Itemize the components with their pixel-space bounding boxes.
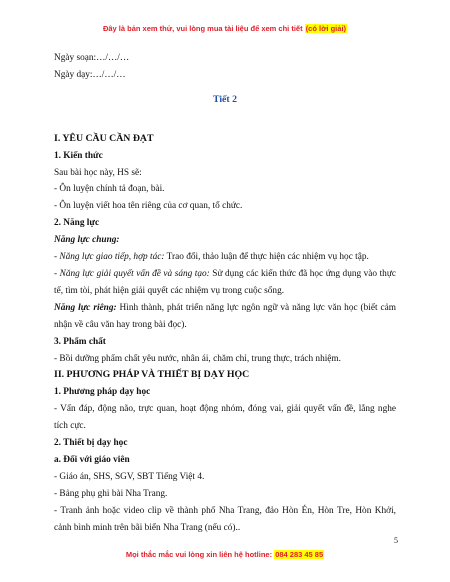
teacher-heading: a. Đối với giáo viên <box>54 454 130 465</box>
problem-solving-label: - Năng lực giải quyết vấn đề và sáng tạo: <box>54 268 210 279</box>
specific-text: Hình thành, phát triển năng lực ngôn ngữ và năng lực văn học (biết cảm nhận về câu văn hay trong bài đọc). <box>54 302 396 330</box>
date-prepared: Ngày soạn:…/…/… <box>54 53 130 63</box>
banner-text: Đây là bản xem thử, vui lòng mua tài liệu để xem chi tiết <box>102 24 305 33</box>
footer-text: Mọi thắc mắc vui lòng xin liên hệ hotline: <box>125 550 275 559</box>
knowledge-intro: Sau bài học này, HS sẽ: <box>54 167 142 178</box>
communication-label: - Năng lực giao tiếp, hợp tác: <box>54 252 165 263</box>
general-competence-heading: Năng lực chung: <box>54 235 120 246</box>
equipment-heading: 2. Thiết bị dạy học <box>54 438 128 449</box>
specific-label: Năng lực riêng: <box>54 302 117 313</box>
quality-text: - Bồi dưỡng phẩm chất yêu nước, nhân ái, chăm chỉ, trung thực, trách nhiệm. <box>54 353 341 364</box>
problem-solving-text: Sử dụng các kiến thức đã học ứng dụng vào thực tế, tìm tòi, phát hiện giải quyết các nhiệm vụ trong cuộc sống. <box>54 268 396 296</box>
document-body <box>54 50 396 536</box>
lesson-title: Tiết 2 <box>212 93 238 105</box>
competence-heading: 2. Năng lực <box>54 218 100 229</box>
knowledge-item: - Ôn luyện chính tả đoạn, bài. <box>54 184 165 195</box>
date-taught: Ngày dạy:…/…/… <box>54 69 126 80</box>
page-number: 5 <box>394 536 398 545</box>
teacher-item: - Tranh ảnh hoặc video clip về thành phố Nha Trang, đảo Hòn Én, Hòn Tre, Hòn Khởi, cảnh bình minh trên bãi biển Nha Trang (nếu có).. <box>54 505 396 533</box>
teacher-item: - Giáo án, SHS, SGV, SBT Tiếng Việt 4. <box>54 471 205 482</box>
contact-footer <box>0 550 450 559</box>
specific-competence <box>54 300 396 334</box>
section-1-title: I. YÊU CẦU CẦN ĐẠT <box>54 132 154 144</box>
communication-competence <box>54 249 396 266</box>
method-heading: 1. Phương pháp dạy học <box>54 387 151 398</box>
banner-highlight: (có lời giải) <box>305 24 347 33</box>
knowledge-item: - Ôn luyện viết hoa tên riêng của cơ quan, tổ chức. <box>54 201 243 212</box>
section-2-title: II. PHƯƠNG PHÁP VÀ THIẾT BỊ DẠY HỌC <box>54 369 250 381</box>
method-text: - Vấn đáp, động não, trực quan, hoạt động nhóm, đóng vai, giải quyết vấn đề, lắng nghe tích cực. <box>54 404 396 432</box>
teacher-item: - Bảng phụ ghi bài Nha Trang. <box>54 488 168 499</box>
quality-heading: 3. Phẩm chất <box>54 336 106 347</box>
footer-hotline: 084 283 45 85 <box>275 550 324 559</box>
problem-solving-competence <box>54 266 396 300</box>
communication-text: Trao đổi, thảo luận để thực hiện các nhiệm vụ học tập. <box>164 252 369 263</box>
preview-banner <box>0 24 450 33</box>
knowledge-heading: 1. Kiến thức <box>54 150 103 161</box>
